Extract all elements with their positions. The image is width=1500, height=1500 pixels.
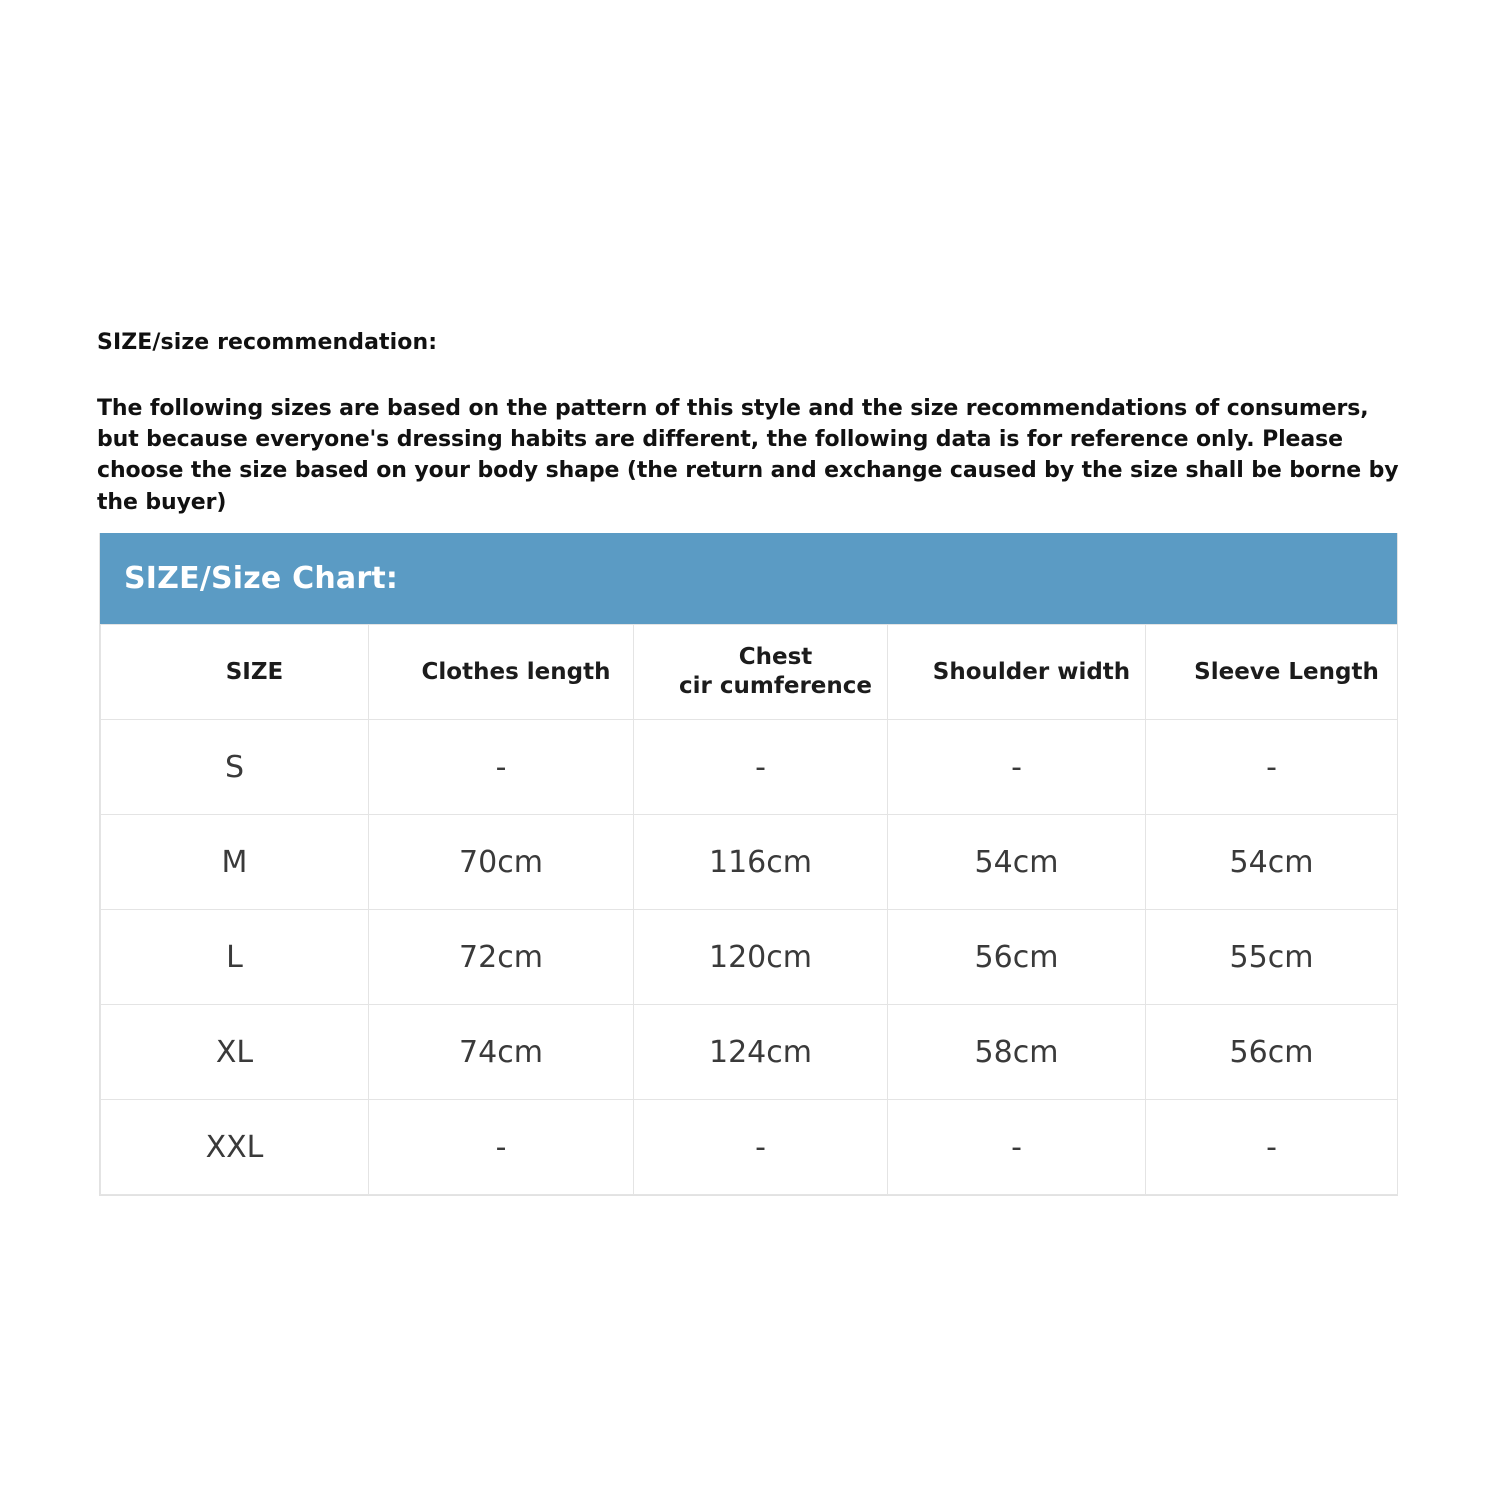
cell-shoulder: - — [888, 1100, 1146, 1195]
cell-sleeve: - — [1146, 1100, 1398, 1195]
chest-header-line1: Chest — [738, 644, 813, 671]
size-chart-header-title: SIZE/Size Chart: — [124, 561, 399, 596]
table-row — [101, 910, 1398, 1005]
cell-size: XXL — [101, 1100, 369, 1195]
cell-chest: 124cm — [634, 1005, 888, 1100]
cell-chest: - — [634, 720, 888, 815]
cell-chest: 116cm — [634, 815, 888, 910]
cell-sleeve: 55cm — [1146, 910, 1398, 1005]
size-chart-header-bar — [100, 533, 1397, 624]
cell-clothes-length: 70cm — [369, 815, 634, 910]
cell-size: M — [101, 815, 369, 910]
column-header-clothes-length: Clothes length — [369, 625, 634, 720]
cell-shoulder: - — [888, 720, 1146, 815]
table-row — [101, 1005, 1398, 1100]
cell-clothes-length: 74cm — [369, 1005, 634, 1100]
column-header-chest-circumference — [634, 625, 888, 720]
size-chart-table — [100, 624, 1398, 1195]
cell-chest: 120cm — [634, 910, 888, 1005]
cell-chest: - — [634, 1100, 888, 1195]
table-row — [101, 815, 1398, 910]
chest-header-line2: cir cumference — [679, 673, 872, 699]
intro-block — [97, 330, 1407, 518]
cell-shoulder: 58cm — [888, 1005, 1146, 1100]
cell-sleeve: 54cm — [1146, 815, 1398, 910]
cell-shoulder: 54cm — [888, 815, 1146, 910]
table-row — [101, 1100, 1398, 1195]
cell-sleeve: - — [1146, 720, 1398, 815]
column-header-size: SIZE — [101, 625, 369, 720]
cell-clothes-length: - — [369, 1100, 634, 1195]
column-header-shoulder-width: Shoulder width — [888, 625, 1146, 720]
cell-clothes-length: - — [369, 720, 634, 815]
cell-sleeve: 56cm — [1146, 1005, 1398, 1100]
table-row — [101, 720, 1398, 815]
cell-size: S — [101, 720, 369, 815]
cell-size: XL — [101, 1005, 369, 1100]
intro-title: SIZE/size recommendation: — [97, 330, 438, 355]
cell-shoulder: 56cm — [888, 910, 1146, 1005]
intro-paragraph: The following sizes are based on the pattern of this style and the size recommendations of consumers, but because everyone's dressing habits are different, the following data is for reference only. Please choose the size based on your body shape (the return and exchange caused by the size shall be borne by the buyer) — [97, 396, 1399, 515]
column-header-sleeve-length: Sleeve Length — [1146, 625, 1398, 720]
size-chart-table-wrap — [99, 533, 1398, 1196]
cell-clothes-length: 72cm — [369, 910, 634, 1005]
cell-size: L — [101, 910, 369, 1005]
table-header-row — [101, 625, 1398, 720]
